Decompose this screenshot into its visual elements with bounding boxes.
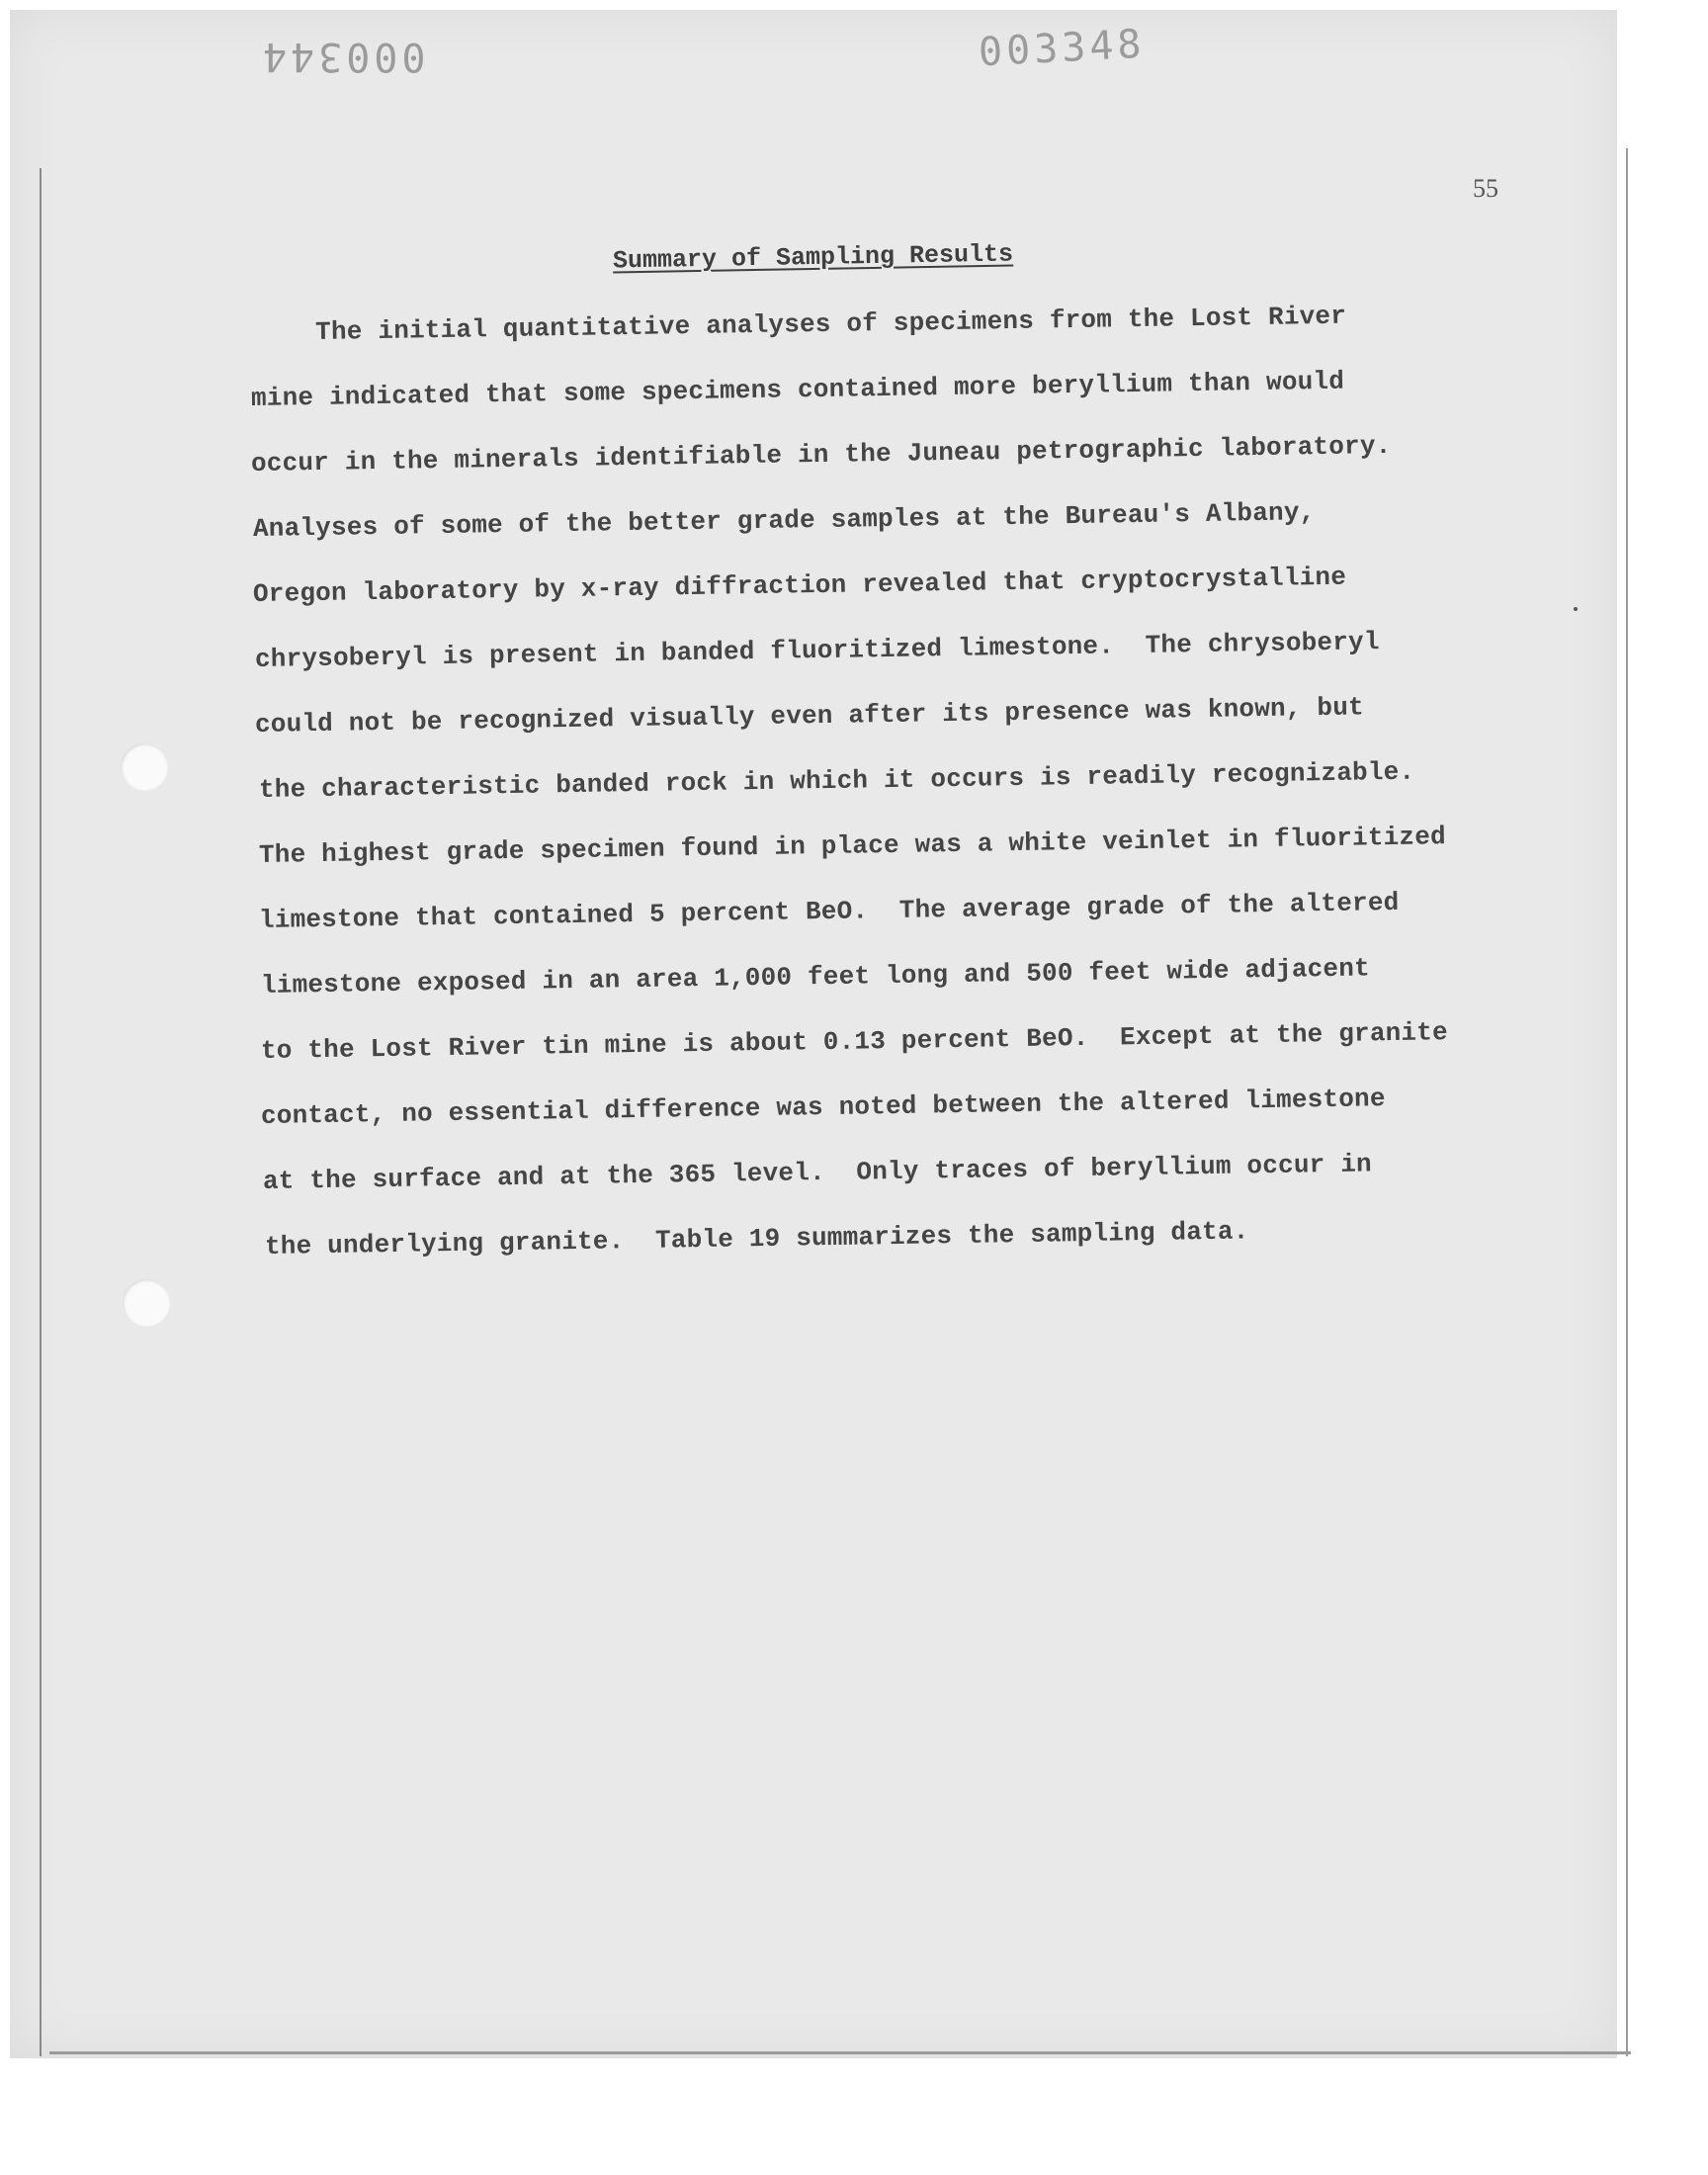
document-stamp-right: 003348 — [977, 21, 1147, 76]
paragraph-line: limestone exposed in an area 1,000 feet long and 500 feet wide adjacent — [260, 953, 1371, 1000]
scan-speck — [1574, 607, 1578, 611]
punch-hole-lower — [123, 1279, 170, 1327]
section-heading: Summary of Sampling Results — [612, 239, 1014, 276]
page-number: 55 — [1473, 174, 1498, 203]
paragraph-line: The highest grade specimen found in place was a white veinlet in fluoritized — [258, 822, 1447, 870]
document-stamp-left: 000344 — [259, 34, 426, 79]
paragraph-line: at the surface and at the 365 level. Only traces of beryllium occur in — [262, 1149, 1373, 1196]
paragraph-line: Oregon laboratory by x-ray diffraction revealed that cryptocrystalline — [252, 562, 1347, 609]
paragraph-line: could not be recognized visually even after its presence was known, but — [254, 692, 1365, 740]
paragraph-line: The initial quantitative analyses of specimens from the Lost River — [252, 301, 1347, 348]
paragraph-line: contact, no essential difference was noted between the altered limestone — [260, 1084, 1386, 1131]
paragraph-line: chrysoberyl is present in banded fluoritized limestone. The chrysoberyl — [254, 627, 1380, 674]
punch-hole-upper — [121, 743, 168, 791]
paragraph-line: to the Lost River tin mine is about 0.13 percent BeO. Except at the granite — [260, 1017, 1449, 1066]
page-edge-bottom — [49, 2051, 1631, 2054]
paragraph-line: Analyses of some of the better grade samples at the Bureau's Albany, — [252, 497, 1316, 544]
paragraph-line: limestone that contained 5 percent BeO. The average grade of the altered — [258, 887, 1400, 935]
paragraph-line: the underlying granite. Table 19 summarizes the sampling data. — [264, 1216, 1249, 1262]
paragraph-line: the characteristic banded rock in which it occurs is readily recognizable. — [258, 756, 1415, 805]
paragraph-line: occur in the minerals identifiable in the Juneau petrographic laboratory. — [250, 430, 1392, 478]
page-edge-right — [1626, 148, 1628, 2056]
paragraph-line: mine indicated that some specimens contained more beryllium than would — [250, 366, 1345, 413]
page-edge-left — [40, 168, 42, 2056]
